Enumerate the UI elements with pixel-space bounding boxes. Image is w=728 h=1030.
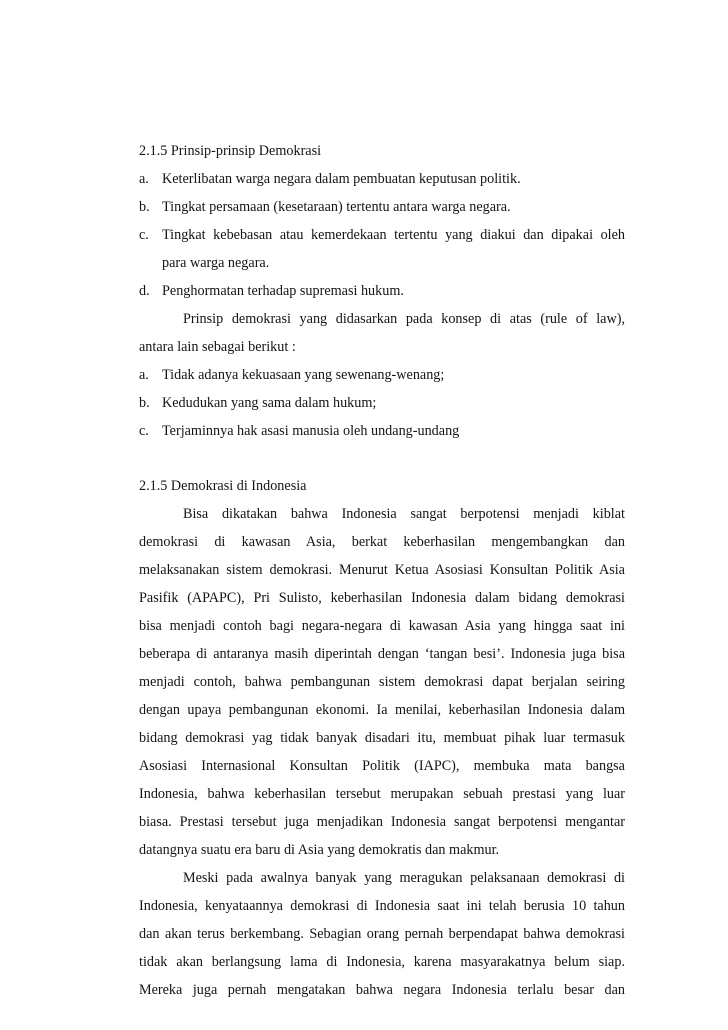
list-marker: a. [139, 171, 149, 187]
paragraph-line: Mereka juga pernah mengatakan bahwa negara Indonesia terlalu besar dan [139, 982, 625, 998]
section-spacer [139, 445, 625, 472]
paragraph-line: antara lain sebagai berikut : [139, 339, 296, 355]
paragraph-line: bidang demokrasi yag tidak banyak disadari itu, membuat pihak luar termasuk [139, 730, 625, 746]
list-marker: b. [139, 395, 150, 411]
list-item-continuation: para warga negara. [162, 255, 270, 271]
paragraph-line: Asosiasi Internasional Konsultan Politik (IAPC), membuka mata bangsa [139, 758, 625, 774]
paragraph-line: melaksanakan sistem demokrasi. Menurut Ketua Asosiasi Konsultan Politik Asia [139, 562, 625, 578]
paragraph-line: tidak akan berlangsung lama di Indonesia, karena masyarakatnya belum siap. [139, 954, 625, 970]
paragraph-line: Bisa dikatakan bahwa Indonesia sangat berpotensi menjadi kiblat [183, 506, 625, 522]
list-item [139, 165, 625, 193]
list-marker: d. [139, 283, 150, 299]
paragraph-line: Indonesia, kenyataannya demokrasi di Indonesia saat ini telah berusia 10 tahun [139, 898, 625, 914]
list-item [139, 417, 625, 445]
document-page [139, 137, 625, 1004]
paragraph-line: beberapa di antaranya masih diperintah dengan ‘tangan besi’. Indonesia juga bisa [139, 646, 625, 662]
paragraph-line: demokrasi di kawasan Asia, berkat keberhasilan mengembangkan dan [139, 534, 625, 550]
list-item-text: Tingkat persamaan (kesetaraan) tertentu antara warga negara. [162, 199, 511, 215]
list-item-text: Tidak adanya kekuasaan yang sewenang-wenang; [162, 367, 445, 383]
paragraph-line: Prinsip demokrasi yang didasarkan pada konsep di atas (rule of law), [183, 311, 625, 327]
list-item-text: Terjaminnya hak asasi manusia oleh undang-undang [162, 423, 460, 439]
section-heading-demokrasi-indonesia: 2.1.5 Demokrasi di Indonesia [139, 478, 307, 494]
paragraph-line: biasa. Prestasi tersebut juga menjadikan Indonesia sangat berpotensi mengantar [139, 814, 625, 830]
paragraph-line: bisa menjadi contoh bagi negara-negara di kawasan Asia yang hingga saat ini [139, 618, 625, 634]
list-item [139, 221, 625, 249]
paragraph-line: datangnya suatu era baru di Asia yang demokratis dan makmur. [139, 842, 500, 858]
paragraph-line: Meski pada awalnya banyak yang meragukan pelaksanaan demokrasi di [183, 870, 625, 886]
list-item-text: Penghormatan terhadap supremasi hukum. [162, 283, 404, 299]
list-marker: b. [139, 199, 150, 215]
list-marker: a. [139, 367, 149, 383]
paragraph-line: dan akan terus berkembang. Sebagian orang pernah berpendapat bahwa demokrasi [139, 926, 625, 942]
list-item [139, 193, 625, 221]
list-marker: c. [139, 227, 149, 243]
paragraph-line: Indonesia, bahwa keberhasilan tersebut merupakan sebuah prestasi yang luar [139, 786, 625, 802]
list-item-text: Keterlibatan warga negara dalam pembuatan keputusan politik. [162, 171, 521, 187]
list-item-text: Tingkat kebebasan atau kemerdekaan tertentu yang diakui dan dipakai oleh [162, 227, 625, 243]
paragraph-line: dengan upaya pembangunan ekonomi. Ia menilai, keberhasilan Indonesia dalam [139, 702, 625, 718]
list-item [139, 389, 625, 417]
paragraph-line: Pasifik (APAPC), Pri Sulisto, keberhasilan Indonesia dalam bidang demokrasi [139, 590, 625, 606]
list-marker: c. [139, 423, 149, 439]
list-item-text: Kedudukan yang sama dalam hukum; [162, 395, 377, 411]
paragraph-line: menjadi contoh, bahwa pembangunan sistem demokrasi dapat berjalan seiring [139, 674, 625, 690]
list-item [139, 361, 625, 389]
section-heading-prinsip: 2.1.5 Prinsip-prinsip Demokrasi [139, 143, 322, 159]
list-item [139, 277, 625, 305]
